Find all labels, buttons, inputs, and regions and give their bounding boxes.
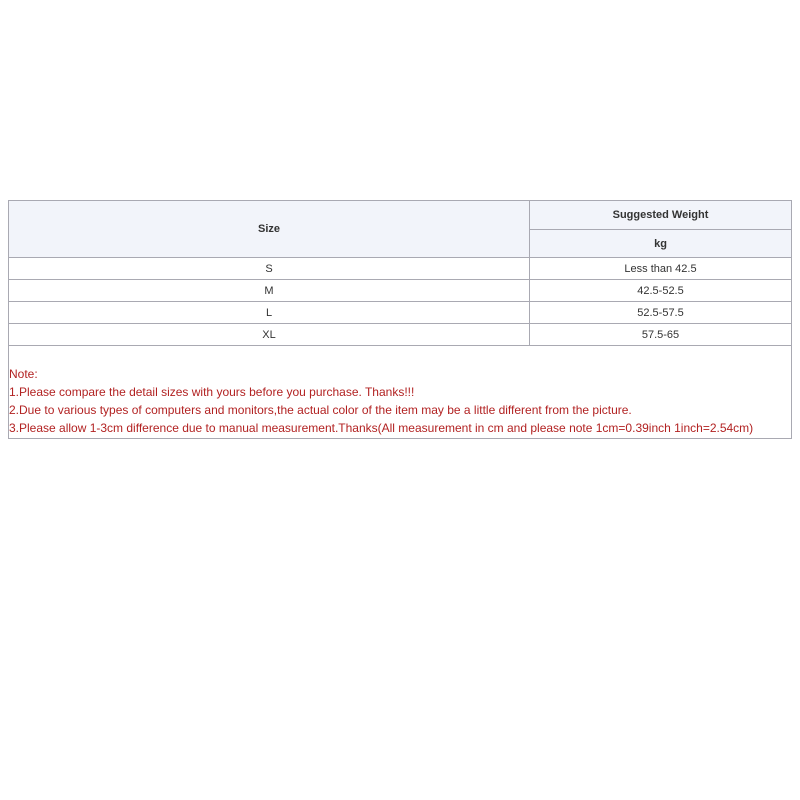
table-row bbox=[9, 324, 792, 346]
weight-unit-header: kg bbox=[530, 230, 792, 258]
weight-cell: Less than 42.5 bbox=[530, 258, 792, 280]
size-chart-table bbox=[8, 200, 792, 439]
note-line: 3.Please allow 1-3cm difference due to manual measurement.Thanks(All measurement in cm and please note 1cm=0.39inch 1inch=2.54cm) bbox=[9, 421, 754, 435]
suggested-weight-header: Suggested Weight bbox=[530, 201, 792, 230]
size-cell: M bbox=[9, 280, 530, 302]
notes-row bbox=[9, 346, 792, 439]
notes-title: Note: bbox=[9, 367, 38, 381]
table-row bbox=[9, 280, 792, 302]
size-cell: S bbox=[9, 258, 530, 280]
table-row bbox=[9, 302, 792, 324]
note-line: 2.Due to various types of computers and monitors,the actual color of the item may be a little different from the picture. bbox=[9, 403, 632, 417]
table-row bbox=[9, 258, 792, 280]
header-row bbox=[9, 201, 792, 230]
note-line: 1.Please compare the detail sizes with yours before you purchase. Thanks!!! bbox=[9, 385, 415, 399]
size-cell: L bbox=[9, 302, 530, 324]
size-cell: XL bbox=[9, 324, 530, 346]
weight-cell: 57.5-65 bbox=[530, 324, 792, 346]
weight-cell: 52.5-57.5 bbox=[530, 302, 792, 324]
size-header: Size bbox=[9, 201, 530, 258]
notes-cell bbox=[9, 346, 792, 439]
weight-cell: 42.5-52.5 bbox=[530, 280, 792, 302]
